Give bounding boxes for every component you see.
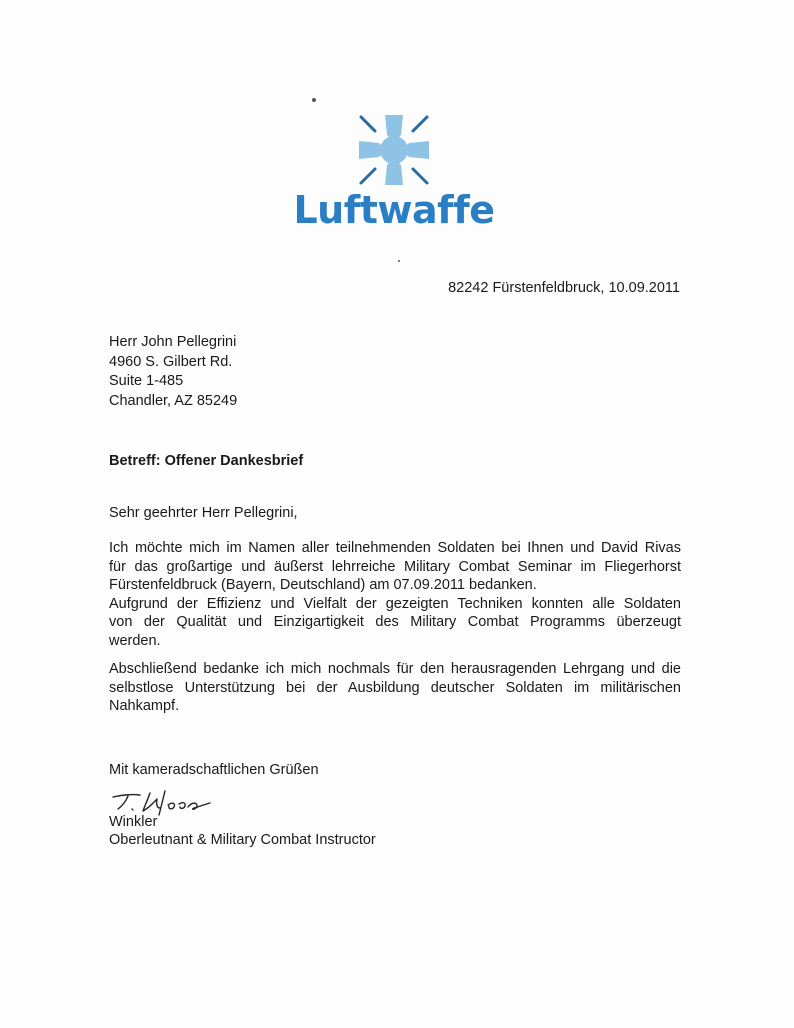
- scan-speck: [312, 98, 316, 102]
- body-paragraph-2: [109, 660, 681, 716]
- recipient-suite: Suite 1-485: [109, 373, 184, 389]
- body-line: Nahkampf.: [109, 698, 180, 714]
- iron-cross-icon: [357, 113, 431, 187]
- recipient-address: [109, 333, 237, 411]
- closing-phrase: Mit kameradschaftlichen Grüßen: [109, 762, 319, 778]
- body-paragraph-1: [109, 539, 681, 650]
- recipient-name: Herr John Pellegrini: [109, 334, 237, 350]
- body-line: Abschließend bedanke ich mich nochmals für den herausragenden Lehrgang und die: [109, 661, 681, 677]
- place-date: 82242 Fürstenfeldbruck, 10.09.2011: [448, 280, 680, 296]
- body-line: Ich möchte mich im Namen aller teilnehmenden Soldaten bei Ihnen und David Rivas: [109, 540, 681, 556]
- body-line: werden.: [109, 632, 161, 649]
- recipient-street: 4960 S. Gilbert Rd.: [109, 353, 233, 370]
- salutation: Sehr geehrter Herr Pellegrini,: [109, 505, 298, 521]
- organization-logo-text: Luftwaffe: [293, 188, 495, 232]
- signer-title: Oberleutnant & Military Combat Instructor: [109, 832, 376, 848]
- body-line: Fürstenfeldbruck (Bayern, Deutschland) am 07.09.2011 bedanken.: [109, 577, 537, 593]
- signer-name: Winkler: [109, 814, 158, 830]
- body-line: für das großartige und äußerst lehrreiche Military Combat Seminar im Fliegerhorst: [109, 558, 681, 575]
- body-line: von der Qualität und Einzigartigkeit des Military Combat Programms überzeugt: [109, 614, 681, 630]
- scan-speck: [398, 260, 400, 262]
- subject-line: Betreff: Offener Dankesbrief: [109, 453, 304, 469]
- body-line: Aufgrund der Effizienz und Vielfalt der gezeigten Techniken konnten alle Soldaten: [109, 595, 681, 612]
- body-line: selbstlose Unterstützung bei der Ausbildung deutscher Soldaten im militärischen: [109, 679, 681, 696]
- recipient-city: Chandler, AZ 85249: [109, 392, 238, 409]
